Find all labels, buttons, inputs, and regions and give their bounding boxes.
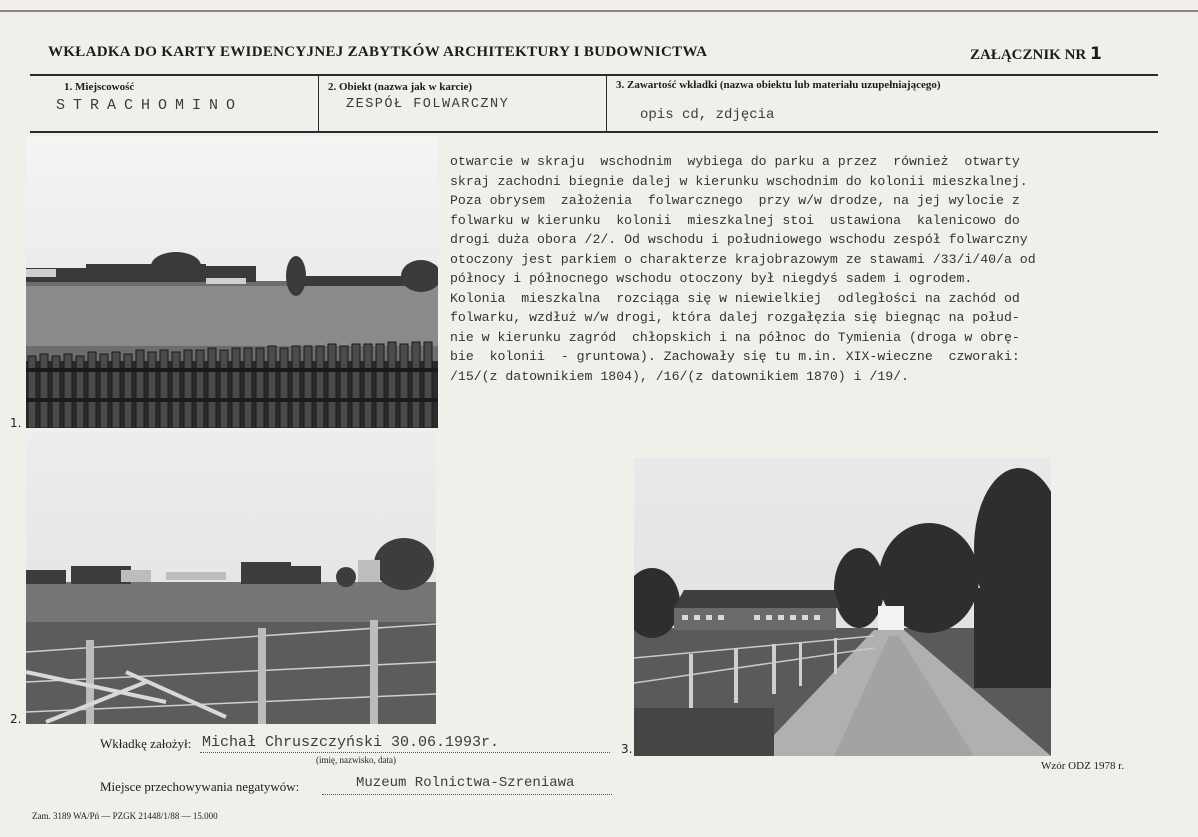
annex-label bbox=[970, 44, 1102, 64]
created-by-value: Michał Chruszczyński 30.06.1993r. bbox=[202, 734, 500, 751]
field-top-rule bbox=[30, 74, 1158, 76]
field-divider-2 bbox=[606, 75, 607, 132]
description-text bbox=[450, 152, 1180, 386]
photo-1 bbox=[26, 136, 438, 428]
card-title: WKŁADKA DO KARTY EWIDENCYJNEJ ZABYTKÓW ARCHITEKTURY I BUDOWNICTWA bbox=[48, 44, 708, 60]
description-line: /15/(z datownikiem 1804), /16/(z datownikiem 1870) i /19/. bbox=[450, 368, 909, 384]
description-line: drogi duża obora /2/. Od wschodu i południowego wschodu zespół folwarczny bbox=[450, 232, 1028, 247]
description-line: Kolonia mieszkalna rozciąga się w niewielkiej odległości na zachód od bbox=[450, 290, 1020, 306]
locality-value: STRACHOMINO bbox=[56, 97, 244, 114]
field-bottom-rule bbox=[30, 131, 1158, 133]
road-barn-photo-icon bbox=[634, 458, 1051, 756]
description-line: otwarcie w skraju wschodnim wybiega do parku a przez również otwarty bbox=[450, 154, 1020, 169]
created-by-hint: (imię, nazwisko, data) bbox=[316, 755, 396, 765]
photo-3 bbox=[634, 458, 1051, 756]
photo-3-number: 3. bbox=[621, 742, 633, 756]
negatives-label: Miejsce przechowywania negatywów: bbox=[100, 779, 300, 794]
description-line: skraj zachodni biegnie dalej w kierunku wschodnim do kolonii mieszkalnej. bbox=[450, 173, 1028, 189]
description-line: północy i północnego wschodu otoczony był niegdyś sadem i ogrodem. bbox=[450, 271, 973, 286]
created-by-dotline bbox=[200, 752, 610, 753]
photo-2 bbox=[26, 432, 436, 724]
description-line: Poza obrysem założenia folwarcznego przy w/w drodze, na jej wylocie z bbox=[450, 193, 1020, 208]
negatives-dotline bbox=[322, 794, 612, 795]
landscape-fence-photo-icon bbox=[26, 432, 436, 724]
description-line: folwarku w kierunku kolonii mieszkalnej stoi ustawiona kalenicowo do bbox=[450, 212, 1020, 228]
annex-number: 1 bbox=[1090, 44, 1102, 64]
annex-label-text: ZAŁĄCZNIK NR bbox=[970, 47, 1087, 63]
negatives-value: Muzeum Rolnictwa-Szreniawa bbox=[356, 775, 575, 791]
field-divider-1 bbox=[318, 75, 319, 132]
top-edge-line bbox=[0, 10, 1198, 12]
object-label: 2. Obiekt (nazwa jak w karcie) bbox=[328, 81, 473, 93]
object-value: ZESPÓŁ FOLWARCZNY bbox=[346, 97, 510, 112]
photo-2-number: 2. bbox=[10, 712, 22, 726]
form-reference: Wzór ODZ 1978 r. bbox=[1041, 760, 1125, 772]
description-line: nie w kierunku zagród chłopskich i na północ do Tymienia (droga w obrę- bbox=[450, 329, 1020, 345]
created-by-label: Wkładkę założył: bbox=[100, 736, 192, 751]
landscape-fence-photo-icon bbox=[26, 136, 438, 428]
description-line: otoczony jest parkiem o charakterze krajobrazowym ze stawami /33/i/40/a od bbox=[450, 251, 1036, 267]
content-label: 3. Zawartość wkładki (nazwa obiektu lub materiału uzupełniającego) bbox=[616, 79, 941, 91]
content-value: opis cd, zdjęcia bbox=[640, 107, 775, 123]
photo-1-number: 1. bbox=[10, 416, 22, 430]
locality-label: 1. Miejscowość bbox=[64, 81, 135, 93]
description-line: bie kolonii - gruntowa). Zachowały się tu m.in. XIX-wieczne czworaki: bbox=[450, 349, 1020, 364]
description-line: folwarku, wzdłuż w/w drogi, która dalej rozgałęzia się biegnąc na połud- bbox=[450, 310, 1020, 325]
print-reference: Zam. 3189 WA/Pń — PZGK 21448/1/88 — 15.000 bbox=[32, 811, 218, 821]
